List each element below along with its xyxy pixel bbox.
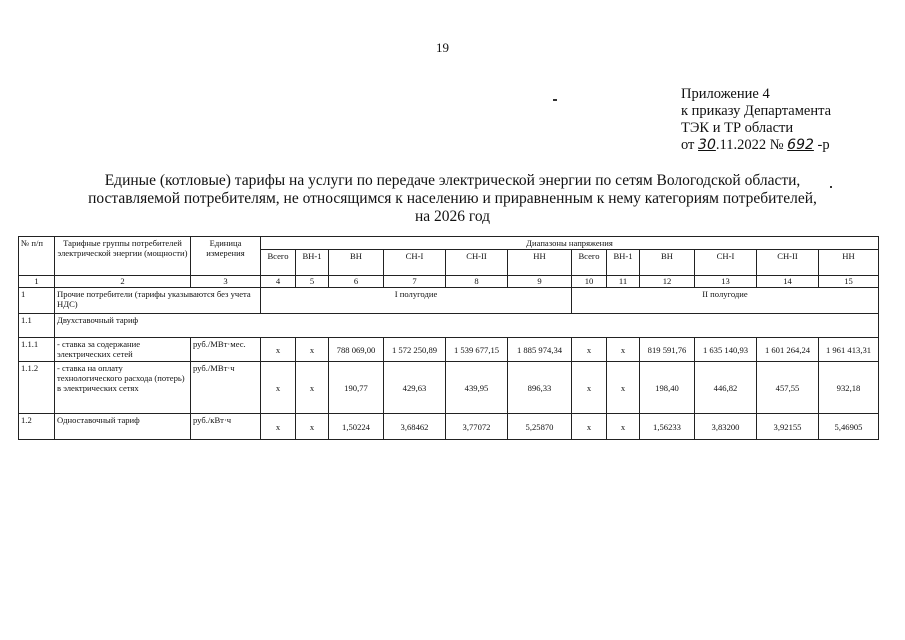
- cell-value: 1 885 974,34: [508, 338, 572, 362]
- handwritten-order-number: 692: [787, 137, 814, 153]
- cell-value: 198,40: [640, 362, 695, 414]
- cell-value: 788 069,00: [329, 338, 384, 362]
- cell-value: 5,25870: [508, 414, 572, 440]
- appendix-block: [681, 86, 831, 154]
- cell-value: 439,95: [446, 362, 508, 414]
- cell-value: 1,56233: [640, 414, 695, 440]
- column-number: 9: [508, 276, 572, 288]
- section-num: 1: [19, 288, 55, 314]
- voltage-header: ВН-1: [607, 250, 640, 276]
- cell-value: 1,50224: [329, 414, 384, 440]
- column-number: 11: [607, 276, 640, 288]
- scan-speck: [553, 99, 557, 101]
- column-number: 8: [446, 276, 508, 288]
- cell-value: 1 601 264,24: [757, 338, 819, 362]
- cell-value: 1 635 140,93: [695, 338, 757, 362]
- cell-value: x: [572, 362, 607, 414]
- row-num: 1.1.1: [19, 338, 55, 362]
- row-unit: руб./МВт·ч: [191, 362, 261, 414]
- row-label: - ставка за содержание электрических сетей: [55, 338, 191, 362]
- column-number: 13: [695, 276, 757, 288]
- cell-value: x: [607, 362, 640, 414]
- order-suffix: -р: [817, 137, 830, 153]
- cell-value: x: [572, 338, 607, 362]
- header-unit: Единица измерения: [191, 237, 261, 276]
- row-num: 1.1.2: [19, 362, 55, 414]
- row-label: Одноставочный тариф: [55, 414, 191, 440]
- header-groups: Тарифные группы потребителей электрической энергии (мощности): [55, 237, 191, 276]
- cell-value: 1 961 413,31: [819, 338, 879, 362]
- cell-value: x: [607, 338, 640, 362]
- subsection-row: [19, 314, 879, 338]
- document-title: [0, 172, 905, 226]
- section-row: [19, 288, 879, 314]
- cell-value: x: [296, 414, 329, 440]
- column-number-row: [19, 276, 879, 288]
- tariff-table: [18, 236, 879, 440]
- cell-value: 3,77072: [446, 414, 508, 440]
- voltage-header: НН: [819, 250, 879, 276]
- row-label: - ставка на оплату технологического расхода (потерь) в электрических сетях: [55, 362, 191, 414]
- appendix-line: Приложение 4: [681, 86, 770, 102]
- column-number: 4: [261, 276, 296, 288]
- cell-value: 932,18: [819, 362, 879, 414]
- cell-value: x: [296, 362, 329, 414]
- cell-value: x: [261, 362, 296, 414]
- column-number: 7: [384, 276, 446, 288]
- title-line: Единые (котловые) тарифы на услуги по передаче электрической энергии по сетям Вологодской области,: [104, 172, 801, 189]
- voltage-header: СН-II: [757, 250, 819, 276]
- header-row: [19, 237, 879, 250]
- voltage-header: НН: [508, 250, 572, 276]
- cell-value: x: [261, 338, 296, 362]
- column-number: 1: [19, 276, 55, 288]
- appendix-date-line: [681, 137, 831, 154]
- voltage-header: ВН: [329, 250, 384, 276]
- row-num: 1.2: [19, 414, 55, 440]
- table-row: [19, 338, 879, 362]
- cell-value: 5,46905: [819, 414, 879, 440]
- table-row: [19, 362, 879, 414]
- title-line: на 2026 год: [414, 208, 491, 225]
- date-rest: .11.2022 №: [715, 137, 784, 153]
- cell-value: 1 572 250,89: [384, 338, 446, 362]
- cell-value: 446,82: [695, 362, 757, 414]
- header-ranges: Диапазоны напряжения: [261, 237, 879, 250]
- cell-value: 3,83200: [695, 414, 757, 440]
- cell-value: 1 539 677,15: [446, 338, 508, 362]
- half-year-2: II полугодие: [572, 288, 879, 314]
- handwritten-day: 30: [698, 137, 716, 153]
- date-prefix: от: [681, 137, 695, 153]
- title-line: поставляемой потребителям, не относящимся к населению и приравненным к нему категориям потребителей,: [88, 190, 817, 207]
- column-number: 14: [757, 276, 819, 288]
- row-unit: руб./МВт·мес.: [191, 338, 261, 362]
- cell-value: x: [607, 414, 640, 440]
- voltage-header: ВН-1: [296, 250, 329, 276]
- voltage-header: ВН: [640, 250, 695, 276]
- cell-value: x: [261, 414, 296, 440]
- cell-value: x: [296, 338, 329, 362]
- cell-value: 429,63: [384, 362, 446, 414]
- column-number: 10: [572, 276, 607, 288]
- cell-value: 3,92155: [757, 414, 819, 440]
- cell-value: x: [572, 414, 607, 440]
- cell-value: 190,77: [329, 362, 384, 414]
- table-row: [19, 414, 879, 440]
- voltage-header: Всего: [572, 250, 607, 276]
- appendix-line: ТЭК и ТР области: [681, 120, 794, 136]
- column-number: 3: [191, 276, 261, 288]
- appendix-line: к приказу Департамента: [681, 103, 832, 119]
- subsection-num: 1.1: [19, 314, 55, 338]
- voltage-header: СН-I: [695, 250, 757, 276]
- column-number: 5: [296, 276, 329, 288]
- cell-value: 819 591,76: [640, 338, 695, 362]
- section-label: Прочие потребители (тарифы указываются без учета НДС): [55, 288, 261, 314]
- subsection-label: Двухставочный тариф: [55, 314, 879, 338]
- voltage-header: СН-I: [384, 250, 446, 276]
- row-unit: руб./кВт·ч: [191, 414, 261, 440]
- column-number: 6: [329, 276, 384, 288]
- voltage-header: Всего: [261, 250, 296, 276]
- column-number: 12: [640, 276, 695, 288]
- cell-value: 3,68462: [384, 414, 446, 440]
- page-number: 19: [436, 40, 449, 55]
- voltage-header: СН-II: [446, 250, 508, 276]
- half-year-1: I полугодие: [261, 288, 572, 314]
- cell-value: 457,55: [757, 362, 819, 414]
- header-num: № п/п: [19, 237, 55, 276]
- cell-value: 896,33: [508, 362, 572, 414]
- column-number: 2: [55, 276, 191, 288]
- column-number: 15: [819, 276, 879, 288]
